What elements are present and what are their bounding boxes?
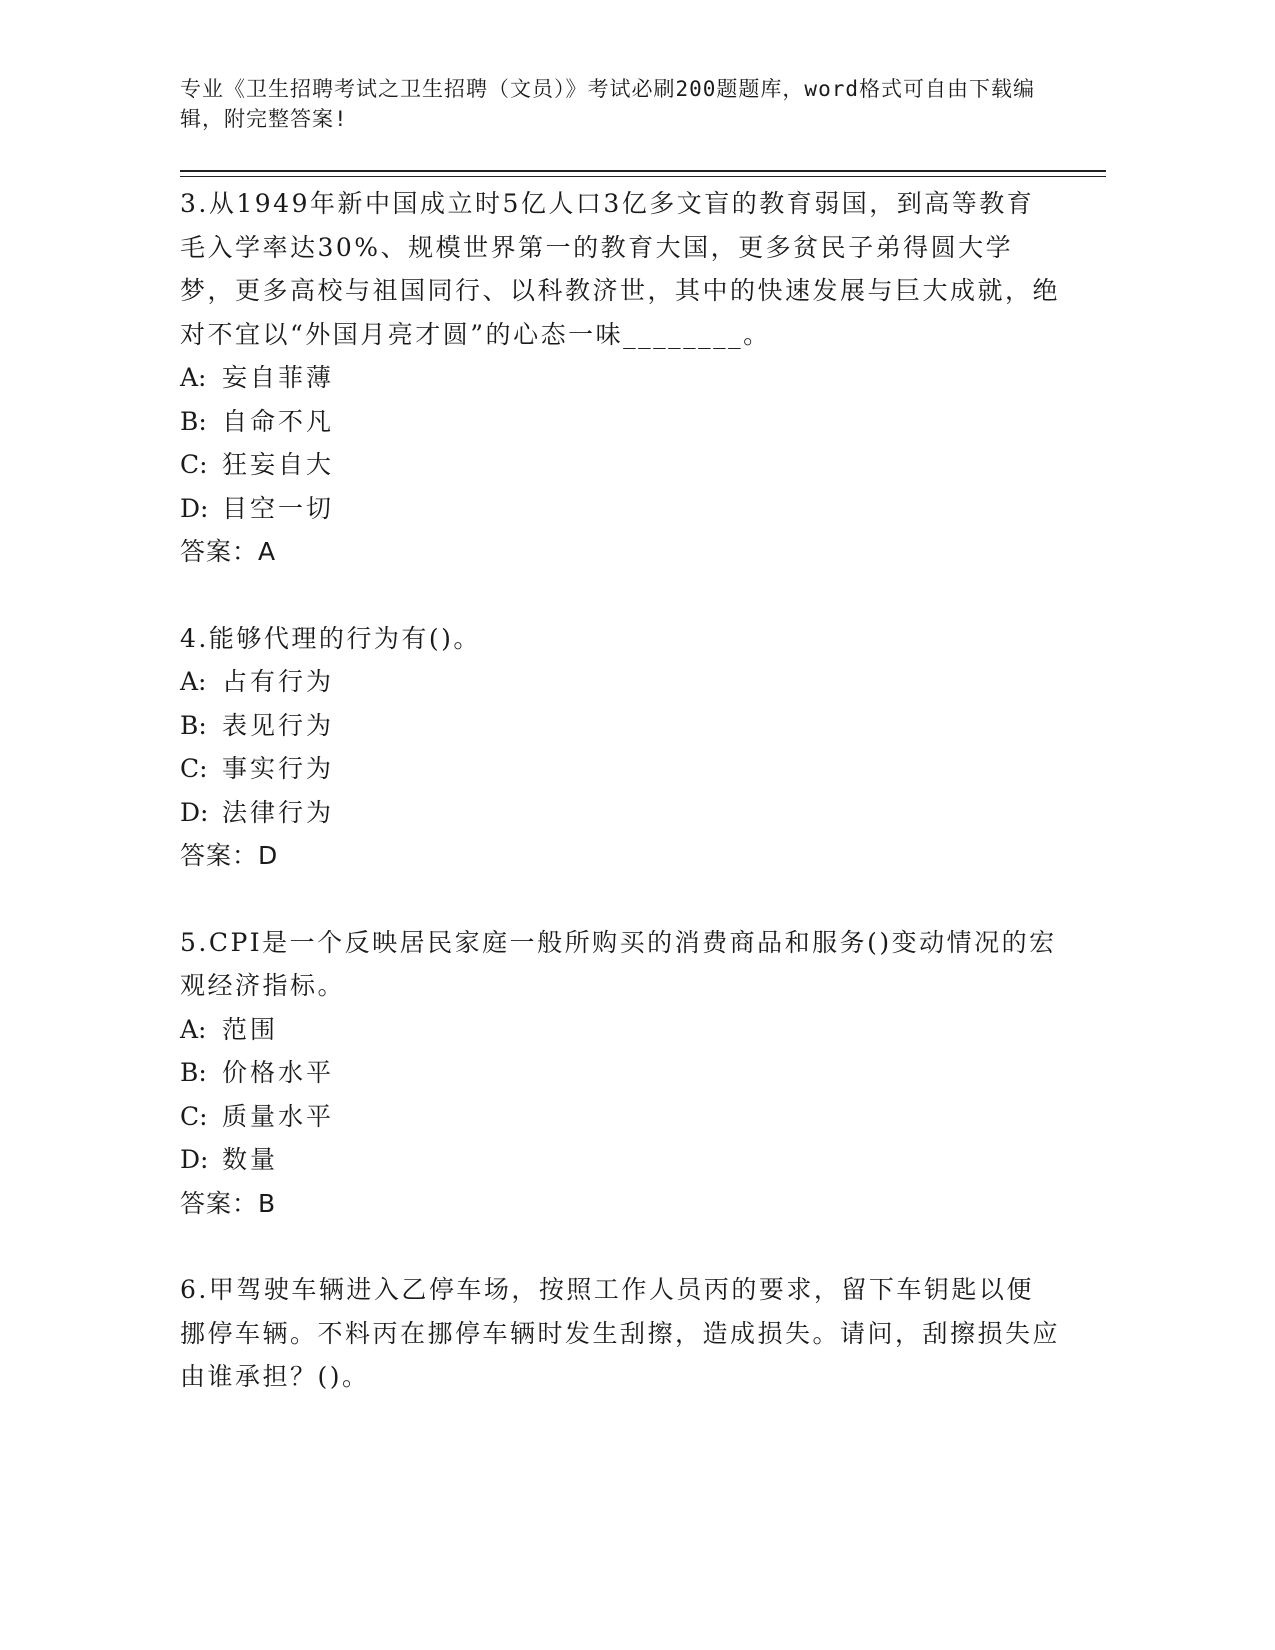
option-label: C:	[180, 1101, 208, 1131]
answer-line: 答案：B	[180, 1188, 277, 1218]
question-4	[180, 617, 1060, 878]
option-label: C:	[180, 754, 208, 783]
option-a	[180, 1008, 1060, 1052]
option-text: 目空一切	[222, 493, 335, 523]
option-label: A:	[180, 667, 207, 696]
question-5	[180, 921, 1060, 1226]
option-label: A:	[180, 1014, 207, 1044]
option-label: D:	[180, 493, 209, 523]
option-c	[180, 443, 1060, 487]
header-divider-thin	[180, 176, 1106, 177]
question-list	[180, 182, 1060, 1399]
option-label: B:	[180, 710, 207, 740]
question-3	[180, 182, 1060, 574]
option-d	[180, 1138, 1060, 1182]
option-label: D:	[180, 797, 209, 827]
answer-line: 答案：A	[180, 537, 277, 566]
option-text: 数量	[222, 1145, 279, 1174]
option-label: B:	[180, 1058, 207, 1087]
option-label: C:	[180, 450, 208, 479]
option-label: D:	[180, 1145, 209, 1174]
option-text: 事实行为	[222, 754, 335, 783]
option-text: 法律行为	[222, 797, 335, 827]
option-text: 自命不凡	[222, 406, 335, 436]
option-text: 范围	[222, 1014, 279, 1044]
option-text: 表见行为	[222, 710, 335, 740]
answer-line: 答案：D	[180, 841, 279, 870]
option-a	[180, 356, 1060, 400]
option-d	[180, 791, 1060, 835]
question-stem: 4.能够代理的行为有()。	[180, 623, 481, 653]
option-label: B:	[180, 406, 207, 436]
question-stem: 3.从1949年新中国成立时5亿人口3亿多文盲的教育弱国，到高等教育毛入学率达30%、规模世界第一的教育大国，更多贫民子弟得圆大学梦，更多高校与祖国同行、以科教济世，其中的快速发展与巨大成就，绝对不宜以“外国月亮才圆”的心态一味________。	[180, 189, 1061, 349]
option-label: A:	[180, 363, 207, 392]
header-divider-thick	[180, 170, 1106, 172]
option-b	[180, 1051, 1060, 1095]
option-b	[180, 704, 1060, 748]
option-d	[180, 487, 1060, 531]
question-6	[180, 1268, 1060, 1399]
option-a	[180, 660, 1060, 704]
option-c	[180, 1095, 1060, 1139]
option-text: 妄自菲薄	[222, 363, 335, 392]
option-b	[180, 400, 1060, 444]
option-text: 价格水平	[222, 1058, 335, 1087]
option-text: 质量水平	[222, 1101, 335, 1131]
question-stem: 5.CPI是一个反映居民家庭一般所购买的消费商品和服务()变动情况的宏观经济指标。	[180, 927, 1057, 1000]
option-text: 狂妄自大	[222, 450, 335, 479]
question-stem: 6.甲驾驶车辆进入乙停车场，按照工作人员丙的要求，留下车钥匙以便挪停车辆。不料丙在挪停车辆时发生刮擦，造成损失。请问，刮擦损失应由谁承担？()。	[180, 1275, 1061, 1391]
document-header: 专业《卫生招聘考试之卫生招聘（文员）》考试必刷200题题库，word格式可自由下载编辑，附完整答案!	[180, 77, 1035, 131]
option-text: 占有行为	[222, 667, 335, 696]
option-c	[180, 747, 1060, 791]
